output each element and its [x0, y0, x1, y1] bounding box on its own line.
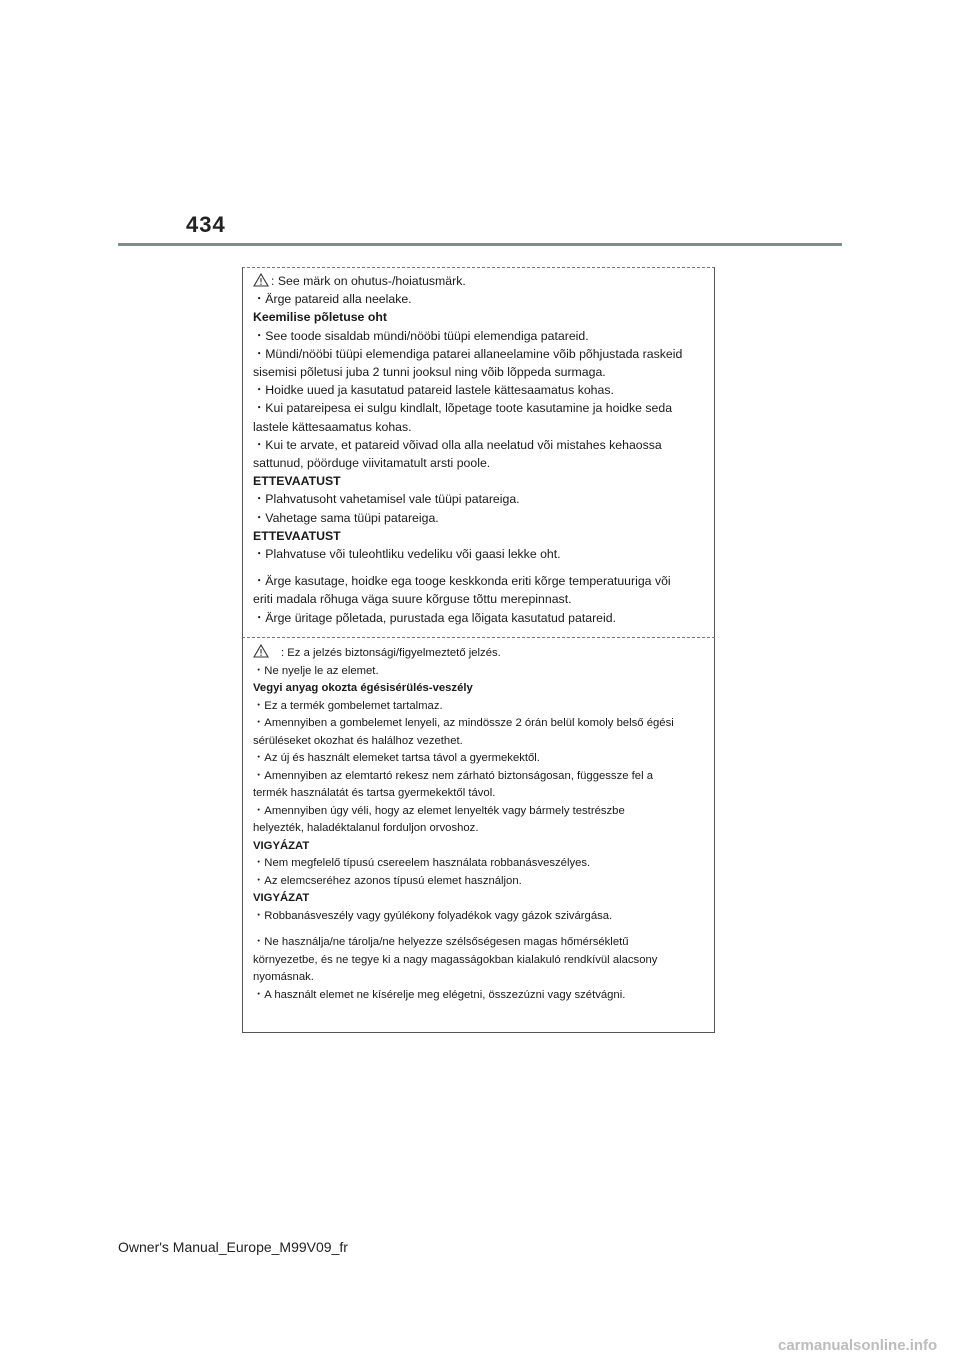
text-line: ・Nem megfelelő típusú csereelem használata robbanásveszélyes. [253, 857, 591, 869]
text-line: ・Ärge patareid alla neelake. [253, 292, 412, 307]
caution-heading: VIGYÁZAT [253, 892, 310, 904]
text-line: ・Kui te arvate, et patareid võivad olla alla neelatud või mistahes kehaossa [253, 437, 662, 452]
text-line: ・Kui patareipesa ei sulgu kindlalt, lõpetage toote kasutamine ja hoidke seda [253, 401, 673, 416]
caution-heading: ETTEVAATUST [253, 474, 341, 489]
text-line: sisemisi põletusi juba 2 tunni jooksul ning võib lõppeda surmaga. [253, 365, 606, 380]
section-divider [242, 637, 715, 638]
caution-heading: ETTEVAATUST [253, 528, 341, 543]
text-line: nyomásnak. [253, 971, 314, 983]
text-line: termék használatát és tartsa gyermekektől távol. [253, 787, 496, 799]
text-line: ・Ez a termék gombelemet tartalmaz. [253, 699, 443, 712]
text-line: környezetbe, és ne tegye ki a nagy magasságokban kialakuló rendkívül alacsony [253, 953, 658, 966]
text-line: ・See toode sisaldab mündi/nööbi tüüpi elemendiga patareid. [253, 328, 589, 343]
text-line: eriti madala rõhuga väga suure kõrguse tõttu merepinnast. [253, 592, 572, 607]
warning-symbol-line [253, 644, 708, 663]
heading: Keemilise põletuse oht [253, 310, 387, 325]
text-line: ・Amennyiben úgy véli, hogy az elemet lenyelték vagy bármely testrészbe [253, 804, 625, 817]
warning-triangle-icon [253, 273, 269, 287]
text-line: ・Az új és használt elemeket tartsa távol a gyermekektől. [253, 752, 540, 764]
text-line: ・Mündi/nööbi tüüpi elemendiga patarei allaneelamine võib põhjustada raskeid [253, 346, 683, 361]
text-line: ・Amennyiben az elemtartó rekesz nem zárható biztonságosan, függessze fel a [253, 769, 654, 782]
text-line: sérüléseket okozhat és halálhoz vezethet. [253, 734, 463, 747]
hungarian-warning-section [253, 644, 708, 1004]
warning-triangle-icon [253, 644, 279, 658]
text-line: ・Amennyiben a gombelemet lenyeli, az mindössze 2 órán belül komoly belső égési [253, 717, 674, 729]
text-line: ・Az elemcseréhez azonos típusú elemet használjon. [253, 874, 522, 887]
page-number: 434 [186, 212, 226, 237]
text-line: ・Robbanásveszély vagy gyúlékony folyadékok vagy gázok szivárgása. [253, 909, 613, 922]
text-line: ・Plahvatusoht vahetamisel vale tüüpi patareiga. [253, 492, 520, 507]
text-line: ・Plahvatuse või tuleohtliku vedeliku või gaasi lekke oht. [253, 547, 561, 562]
text-line: ・Ne használja/ne tárolja/ne helyezze szélsőségesen magas hőmérsékletű [253, 936, 629, 948]
footer-manual-id: Owner's Manual_Europe_M99V09_fr [118, 1239, 348, 1255]
text-line: helyezték, haladéktalanul forduljon orvoshoz. [253, 822, 479, 834]
text-line: ・A használt elemet ne kísérelje meg elégetni, összezúzni vagy szétvágni. [253, 988, 626, 1001]
text-line: ・Vahetage sama tüüpi patareiga. [253, 510, 439, 525]
text-line: ・Ärge kasutage, hoidke ega tooge keskkonda eriti kõrge temperatuuriga või [253, 574, 671, 589]
heading: Vegyi anyag okozta égésisérülés-veszély [253, 682, 473, 694]
text-line: ・Hoidke uued ja kasutatud patareid lastele kättesaamatus kohas. [253, 383, 614, 398]
caution-heading: VIGYÁZAT [253, 839, 310, 852]
warning-symbol-text: : Ez a jelzés biztonsági/figyelmeztető jelzés. [281, 647, 501, 659]
text-line: ・Ärge üritage põletada, purustada ega lõigata kasutatud patareid. [253, 610, 617, 625]
header-rule [118, 243, 842, 246]
text-line: sattunud, pöörduge viivitamatult arsti poole. [253, 456, 491, 471]
warning-symbol-line [253, 272, 708, 290]
text-line: lastele kättesaamatus kohas. [253, 419, 412, 434]
warning-symbol-text: : See märk on ohutus-/hoiatusmärk. [271, 274, 466, 288]
estonian-warning-section [253, 272, 708, 627]
text-line: ・Ne nyelje le az elemet. [253, 664, 379, 677]
watermark: carmanualsonline.info [778, 1337, 938, 1354]
